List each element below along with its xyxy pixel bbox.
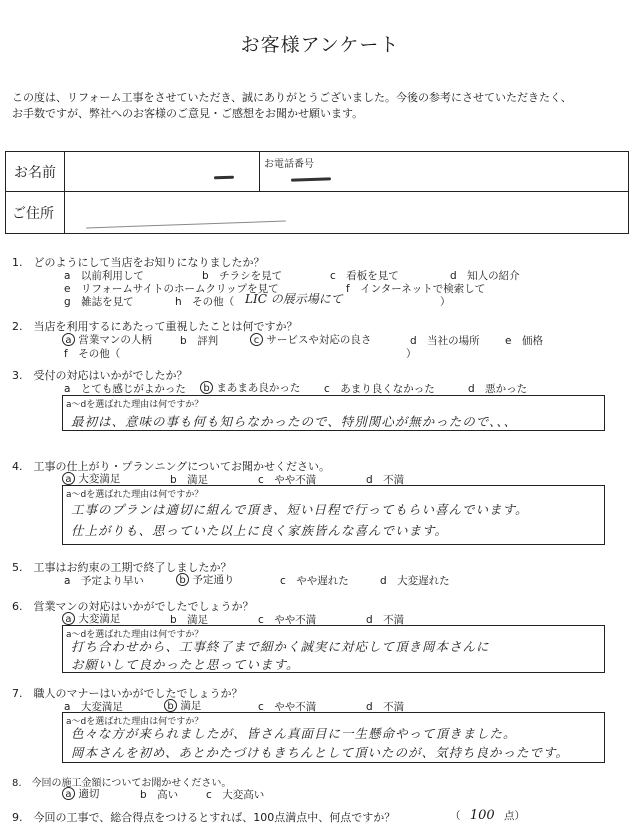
q6-reason-answer-1: 打ち合わせから、工事終了まで細かく誠実に対応して頂き岡本さんに (71, 639, 490, 654)
q3-option-b[interactable] (200, 380, 300, 395)
question-1: 1. どのようにして当店をお知りになりましたか？ (12, 256, 265, 269)
q3-reason-answer: 最初は、意味の事も何も知らなかったので、特別関心が無かったので、、、 (71, 414, 518, 429)
q5-option-b-label: 予定通り (192, 574, 235, 586)
question-3: 3. 受付の対応はいかがでしたか？ (12, 369, 188, 382)
selected-circle: b (176, 573, 189, 586)
q7-reason-answer-1: 色々な方が来られましたが、皆さん真面目に一生懸命やって頂きました。 (71, 726, 517, 741)
q7-reason-label: a〜dを選ばれた理由は何ですか？ (66, 717, 204, 727)
q6-reason-answer-2: お願いして良かったと思っています。 (71, 657, 300, 672)
q3-option-d[interactable]: d 悪かった (468, 383, 528, 395)
address-label: ご住所 (12, 206, 54, 222)
q6-option-d[interactable]: d 不満 (366, 614, 405, 626)
q1-option-c[interactable]: c 看板を見て (330, 270, 399, 282)
q4-option-b[interactable]: b 満足 (170, 474, 209, 486)
intro-line-1: この度は、リフォーム工事をさせていただき、誠にありがとうございました。今後の参考にさせていただきたく、 (12, 91, 572, 104)
q1-option-d[interactable]: d 知人の紹介 (450, 270, 520, 282)
info-row-name (6, 152, 628, 192)
q6-reason-box[interactable] (62, 625, 605, 673)
q5-option-b[interactable] (176, 572, 234, 587)
q2-option-b[interactable]: b 評判 (180, 335, 219, 347)
q6-option-c[interactable]: c やや不満 (258, 614, 317, 626)
question-8: 8. 今回の施工金額についてお聞かせください。 (12, 778, 232, 789)
q3-option-a[interactable]: a とても感じがよかった (64, 383, 186, 395)
q8-option-b[interactable]: b 高い (140, 789, 179, 801)
question-9: 9. 今回の工事で、総合得点をつけるとすれば、100点満点中、何点ですか？ (12, 811, 396, 824)
q8-option-a-label: 適切 (78, 788, 100, 800)
q2-option-c[interactable] (250, 332, 371, 347)
q7-option-d[interactable]: d 不満 (366, 701, 405, 713)
q5-option-a[interactable]: a 予定より早い (64, 575, 144, 587)
q2-option-a-label: 営業マンの人柄 (78, 334, 152, 346)
q6-option-a-label: 大変満足 (78, 613, 121, 625)
q1-option-f[interactable]: f インターネットで検索して (346, 283, 486, 295)
q2-option-d[interactable]: d 当社の場所 (410, 335, 480, 347)
q4-option-d[interactable]: d 不満 (366, 474, 405, 486)
q4-option-a-label: 大変満足 (78, 473, 121, 485)
q4-option-a[interactable] (62, 471, 120, 486)
q6-reason-label: a〜dを選ばれた理由は何ですか？ (66, 630, 204, 640)
question-5: 5. 工事はお約束の工期で終了しましたか？ (12, 561, 232, 574)
q4-reason-label: a〜dを選ばれた理由は何ですか？ (66, 490, 204, 500)
selected-circle: b (200, 381, 213, 394)
q2-option-a[interactable] (62, 332, 152, 347)
name-label: お名前 (14, 165, 56, 181)
q1-option-a[interactable]: a 以前利用して (64, 270, 144, 282)
q1-other-answer[interactable]: LIC の展示場にて (245, 292, 343, 306)
q2-option-e[interactable]: e 価格 (505, 335, 543, 347)
q1-option-e[interactable]: e リフォームサイトのホームクリップを見て (64, 283, 279, 295)
q9-paren-close: 点） (504, 810, 526, 822)
q3-option-b-label: まあまあ良かった (216, 382, 301, 394)
selected-circle: a (62, 472, 75, 485)
q4-reason-answer-2: 仕上がりも、思っていた以上に良く家族皆んな喜んでいます。 (71, 523, 449, 538)
q6-option-b[interactable]: b 満足 (170, 614, 209, 626)
phone-label: お電話番号 (264, 159, 314, 170)
intro-text (12, 90, 637, 122)
q5-option-d[interactable]: d 大変遅れた (380, 575, 450, 587)
question-6: 6. 営業マンの対応はいかがでしたでしょうか？ (12, 600, 254, 613)
selected-circle: a (62, 333, 75, 346)
q1-option-b[interactable]: b チラシを見て (202, 270, 283, 282)
q7-reason-box[interactable] (62, 712, 605, 763)
selected-circle: a (62, 787, 75, 800)
q8-option-c[interactable]: c 大変高い (206, 789, 265, 801)
q1-paren-close: ） (440, 296, 451, 308)
q4-reason-box[interactable] (62, 485, 605, 545)
q9-score-value: 100 (469, 808, 495, 823)
selected-circle: c (250, 333, 263, 346)
selected-circle: b (164, 699, 177, 712)
q2-option-c-label: サービスや対応の良さ (266, 334, 372, 346)
q6-option-a[interactable] (62, 611, 120, 626)
redaction-mark (86, 221, 286, 229)
question-4: 4. 工事の仕上がり・プランニングについてお聞かせください。 (12, 460, 331, 473)
q1-option-h[interactable]: h その他（ (175, 296, 235, 308)
q7-option-b[interactable] (164, 698, 201, 713)
q9-score-field[interactable] (450, 808, 525, 823)
q2-option-f[interactable]: f その他（ (64, 348, 121, 360)
q1-option-g[interactable]: g 雑誌を見て (64, 296, 134, 308)
q5-option-c[interactable]: c やや遅れた (280, 575, 349, 587)
q8-option-a[interactable] (62, 786, 99, 801)
question-7: 7. 職人のマナーはいかがでしたでしょうか？ (12, 687, 243, 700)
phone-divider (259, 152, 260, 191)
page-title: お客様アンケート (240, 34, 400, 56)
q3-reason-label: a〜dを選ばれた理由は何ですか？ (66, 400, 204, 410)
q4-reason-answer-1: 工事のプランは適切に組んで頂き、短い日程で行ってもらい喜んでいます。 (71, 502, 529, 517)
q2-paren-close: ） (406, 348, 417, 360)
q3-reason-box[interactable] (62, 395, 605, 431)
selected-circle: a (62, 612, 75, 625)
question-2: 2. 当店を利用するにあたって重視したことは何ですか？ (12, 320, 298, 333)
q7-reason-answer-2: 岡本さんを初め、あとかたづけもきちんとして頂いたのが、気持ち良かったです。 (71, 745, 570, 760)
intro-line-2: お手数ですが、弊社へのお客様のご意見・ご感想をお聞かせ願います。 (12, 107, 364, 120)
q7-option-a[interactable]: a 大変満足 (64, 701, 123, 713)
label-divider (64, 152, 65, 233)
q9-paren-open: （ (450, 810, 461, 822)
q7-option-c[interactable]: c やや不満 (258, 701, 317, 713)
q7-option-b-label: 満足 (180, 700, 202, 712)
q3-option-c[interactable]: c あまり良くなかった (324, 383, 435, 395)
q4-option-c[interactable]: c やや不満 (258, 474, 317, 486)
customer-info-table (5, 151, 629, 234)
